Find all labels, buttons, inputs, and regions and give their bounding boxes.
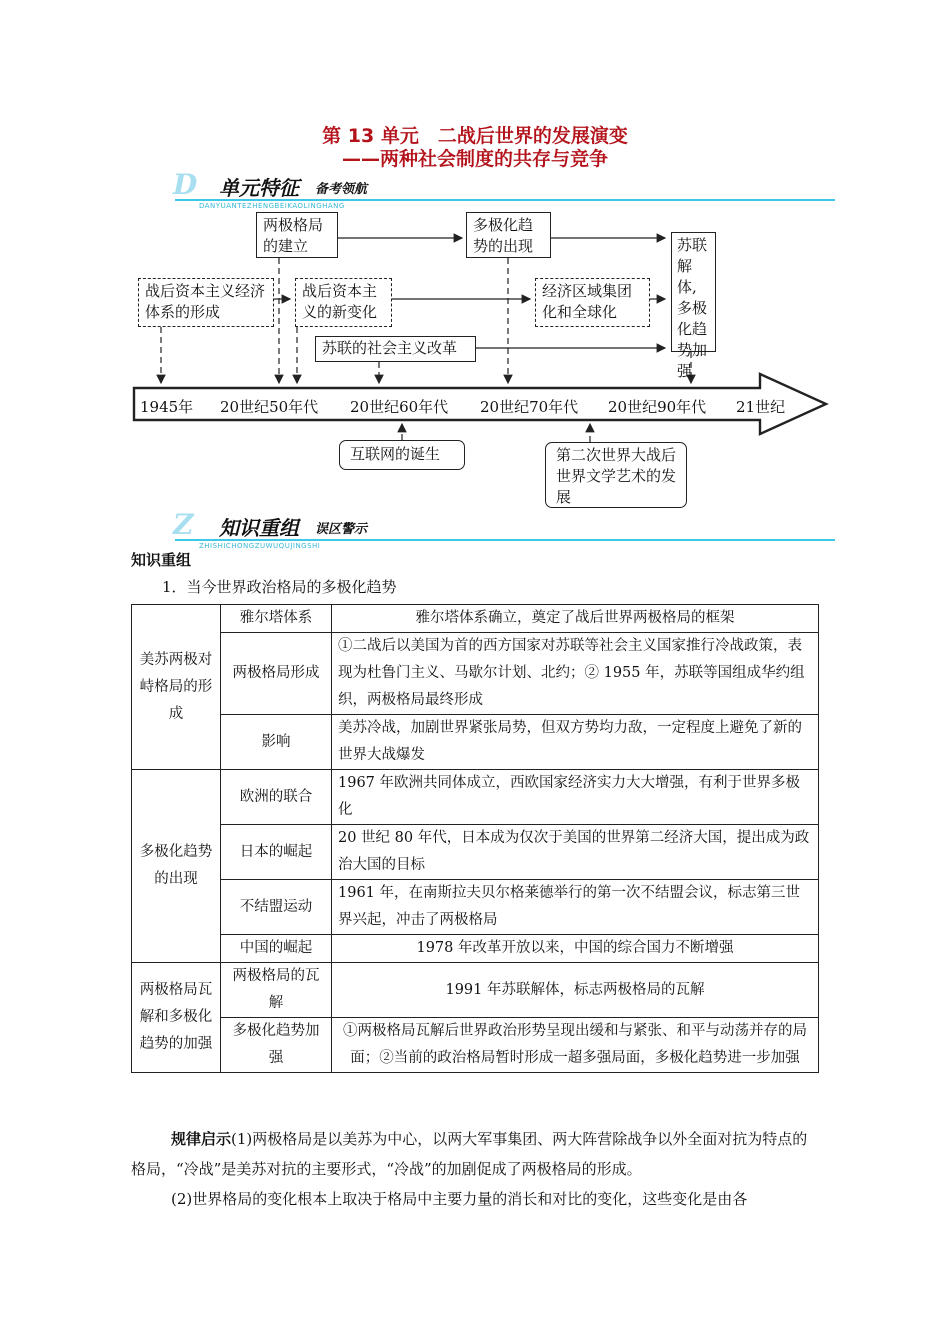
topic-cell: 不结盟运动	[221, 880, 332, 935]
table-row	[132, 605, 819, 633]
timeline-label: 21世纪	[736, 398, 786, 416]
banner-title: 知识重组	[219, 516, 299, 540]
topic-cell: 多极化趋势加强	[221, 1018, 332, 1073]
box-soviet-collapse: 苏联解体,多极化趋势加强	[671, 232, 716, 352]
topic-cell: 两极格局形成	[221, 633, 332, 715]
table-row	[132, 963, 819, 1018]
banner-title: 单元特征	[219, 176, 299, 200]
knowledge-banner	[165, 508, 835, 554]
table-row	[132, 825, 819, 880]
content-cell: 美苏冷战，加剧世界紧张局势，但双方势均力敌，一定程度上避免了新的世界大战爆发	[332, 715, 819, 770]
content-cell: 雅尔塔体系确立，奠定了战后世界两极格局的框架	[332, 605, 819, 633]
topic-cell: 欧洲的联合	[221, 770, 332, 825]
group-cell: 多极化趋势的出现	[132, 770, 221, 963]
group-cell: 两极格局瓦解和多极化趋势的加强	[132, 963, 221, 1073]
content-cell: 1967 年欧洲共同体成立，西欧国家经济实力大大增强，有利于世界多极化	[332, 770, 819, 825]
topic-cell: 影响	[221, 715, 332, 770]
banner-letter: Z	[173, 508, 194, 541]
banner-letter: D	[173, 168, 198, 201]
banner-pinyin: DANYUANTEZHENGBEIKAOLINGHANG	[199, 202, 345, 210]
rule-paragraph-1	[131, 1124, 821, 1184]
content-cell: 1961 年，在南斯拉夫贝尔格莱德举行的第一次不结盟会议，标志第三世界兴起，冲击了两极格局	[332, 880, 819, 935]
content-cell: ①二战后以美国为首的西方国家对苏联等社会主义国家推行冷战政策，表现为杜鲁门主义、马歇尔计划、北约；② 1955 年，苏联等国组成华约组织，两极格局最终形成	[332, 633, 819, 715]
timeline-label: 1945年	[140, 398, 194, 416]
table-row	[132, 770, 819, 825]
box-multipolar: 多极化趋势的出现	[466, 212, 551, 258]
topic-cell: 中国的崛起	[221, 935, 332, 963]
page-title: 第 13 单元 二战后世界的发展演变	[322, 125, 628, 147]
box-soviet-reform: 苏联的社会主义改革	[315, 336, 476, 362]
box-internet: 互联网的诞生	[339, 440, 465, 470]
timeline-label: 20世纪90年代	[608, 398, 707, 416]
banner-subtitle: 备考领航	[315, 182, 368, 197]
rule-paragraph-2: (2)世界格局的变化根本上取决于格局中主要力量的消长和对比的变化，这些变化是由各	[171, 1190, 748, 1208]
box-postwar-change: 战后资本主义的新变化	[295, 278, 392, 327]
content-cell: ①两极格局瓦解后世界政治形势呈现出缓和与紧张、和平与动荡并存的局面；②当前的政治格局暂时形成一超多强局面，多极化趋势进一步加强	[332, 1018, 819, 1073]
box-literature: 第二次世界大战后世界文学艺术的发展	[545, 442, 687, 508]
item-heading: 1．当今世界政治格局的多极化趋势	[162, 578, 397, 596]
content-cell: 1978 年改革开放以来，中国的综合国力不断增强	[332, 935, 819, 963]
topic-cell: 两极格局的瓦解	[221, 963, 332, 1018]
timeline-label: 20世纪60年代	[350, 398, 449, 416]
page-subtitle: ——两种社会制度的共存与竞争	[341, 148, 608, 170]
topic-cell: 雅尔塔体系	[221, 605, 332, 633]
section-heading: 知识重组	[131, 551, 192, 569]
timeline-label: 20世纪70年代	[480, 398, 579, 416]
banner-subtitle: 误区警示	[315, 522, 368, 537]
content-cell: 1991 年苏联解体，标志两极格局的瓦解	[332, 963, 819, 1018]
knowledge-table	[131, 604, 819, 1073]
box-economic-region: 经济区域集团化和全球化	[535, 278, 650, 327]
timeline-label: 20世纪50年代	[220, 398, 319, 416]
diagram-connectors	[0, 0, 950, 520]
rule-label: 规律启示	[171, 1130, 232, 1148]
content-cell: 20 世纪 80 年代，日本成为仅次于美国的世界第二经济大国，提出成为政治大国的目标	[332, 825, 819, 880]
table-row	[132, 935, 819, 963]
table-row	[132, 880, 819, 935]
table-row	[132, 715, 819, 770]
rule-text-1: (1)两极格局是以美苏为中心，以两大军事集团、两大阵营除战争以外全面对抗为特点的格局，“冷战”是美苏对抗的主要形式，“冷战”的加剧促成了两极格局的形成。	[131, 1130, 808, 1178]
box-bipolar: 两极格局的建立	[256, 212, 338, 258]
banner-pinyin: ZHISHICHONGZUWUQUJINGSHI	[199, 542, 321, 550]
table-row	[132, 633, 819, 715]
table-row	[132, 1018, 819, 1073]
group-cell: 美苏两极对峙格局的形成	[132, 605, 221, 770]
topic-cell: 日本的崛起	[221, 825, 332, 880]
box-postwar-system: 战后资本主义经济体系的形成	[138, 278, 274, 327]
